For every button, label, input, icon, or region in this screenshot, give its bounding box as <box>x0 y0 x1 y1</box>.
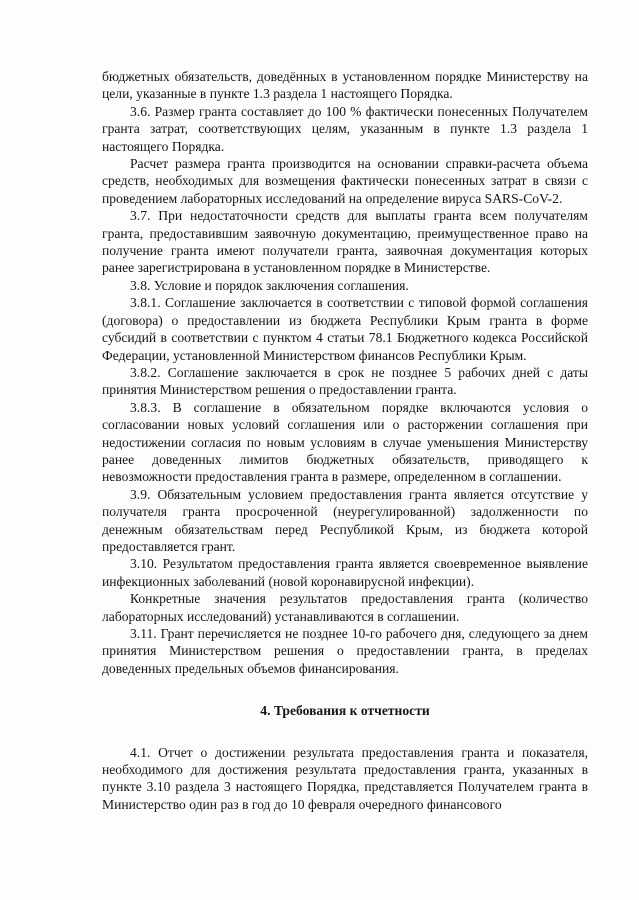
paragraph-3-8-1: 3.8.1. Соглашение заключается в соответствии с типовой формой соглашения (договора) о предоставлении из бюджета Республики Крым гранта в форме субсидий в соответствии с пунктом 4 статьи 78.1 Бюджетного кодекса Российской Федерации, установленной Министерством финансов Республики Крым. <box>102 295 588 363</box>
paragraph-4-1: 4.1. Отчет о достижении результата предоставления гранта и показателя, необходимого для достижения результата предоставления гранта, указанных в пункте 3.10 раздела 3 настоящего Порядка, представляется Получателем гранта в Министерство один раз в год до 10 февраля очередного финансового <box>102 744 588 812</box>
paragraph-3-8-3: 3.8.3. В соглашение в обязательном порядке включаются условия о согласовании новых условий соглашения или о расторжении соглашения при недостижении согласия по новым условиям в случае уменьшения Министерству ранее доведенных лимитов бюджетных обязательств, приводящего к невозможности предоставления гранта в размере, определенном в соглашении. <box>102 399 588 485</box>
paragraph-result-values: Конкретные значения результатов предоставления гранта (количество лабораторных исследований) устанавливаются в соглашении. <box>102 591 588 624</box>
paragraph-3-8: 3.8. Условие и порядок заключения соглашения. <box>130 277 409 293</box>
paragraph-3-11: 3.11. Грант перечисляется не позднее 10-го рабочего дня, следующего за днем принятия Министерством решения о предоставлении гранта, в пределах доведенных предельных объемов финансирования. <box>102 626 588 676</box>
paragraph-3-7: 3.7. При недостаточности средств для выплаты гранта всем получателям гранта, предоставившим заявочную документацию, преимущественное право на получение гранта имеют получатели гранта, заявочная документация которых ранее зарегистрирована в установленном порядке в Министерстве. <box>102 208 588 276</box>
document-body <box>102 68 588 813</box>
paragraph-continuation: бюджетных обязательств, доведённых в установленном порядке Министерству на цели, указанные в пункте 1.3 раздела 1 настоящего Порядка. <box>102 69 588 102</box>
paragraph-3-9: 3.9. Обязательным условием предоставления гранта является отсутствие у получателя гранта просроченной (неурегулированной) задолженности по денежным обязательствам перед Республикой Крым, из бюджета которой предоставляется грант. <box>102 486 588 554</box>
paragraph-3-8-2: 3.8.2. Соглашение заключается в срок не позднее 5 рабочих дней с даты принятия Министерством решения о предоставлении гранта. <box>102 364 588 398</box>
paragraph-3-10: 3.10. Результатом предоставления гранта является своевременное выявление инфекционных заболеваний (новой коронавирусной инфекции). <box>102 556 588 589</box>
section-heading: 4. Требования к отчетности <box>260 703 430 719</box>
paragraph-grant-calculation: Расчет размера гранта производится на основании справки-расчета объема средств, необходимых для возмещения фактически понесенных затрат в связи с проведением лабораторных исследований на определение вируса SARS-CoV-2. <box>102 156 588 206</box>
paragraph-3-6: 3.6. Размер гранта составляет до 100 % фактически понесенных Получателем гранта затрат, соответствующих целям, указанным в пункте 1.3 раздела 1 настоящего Порядка. <box>102 103 588 154</box>
